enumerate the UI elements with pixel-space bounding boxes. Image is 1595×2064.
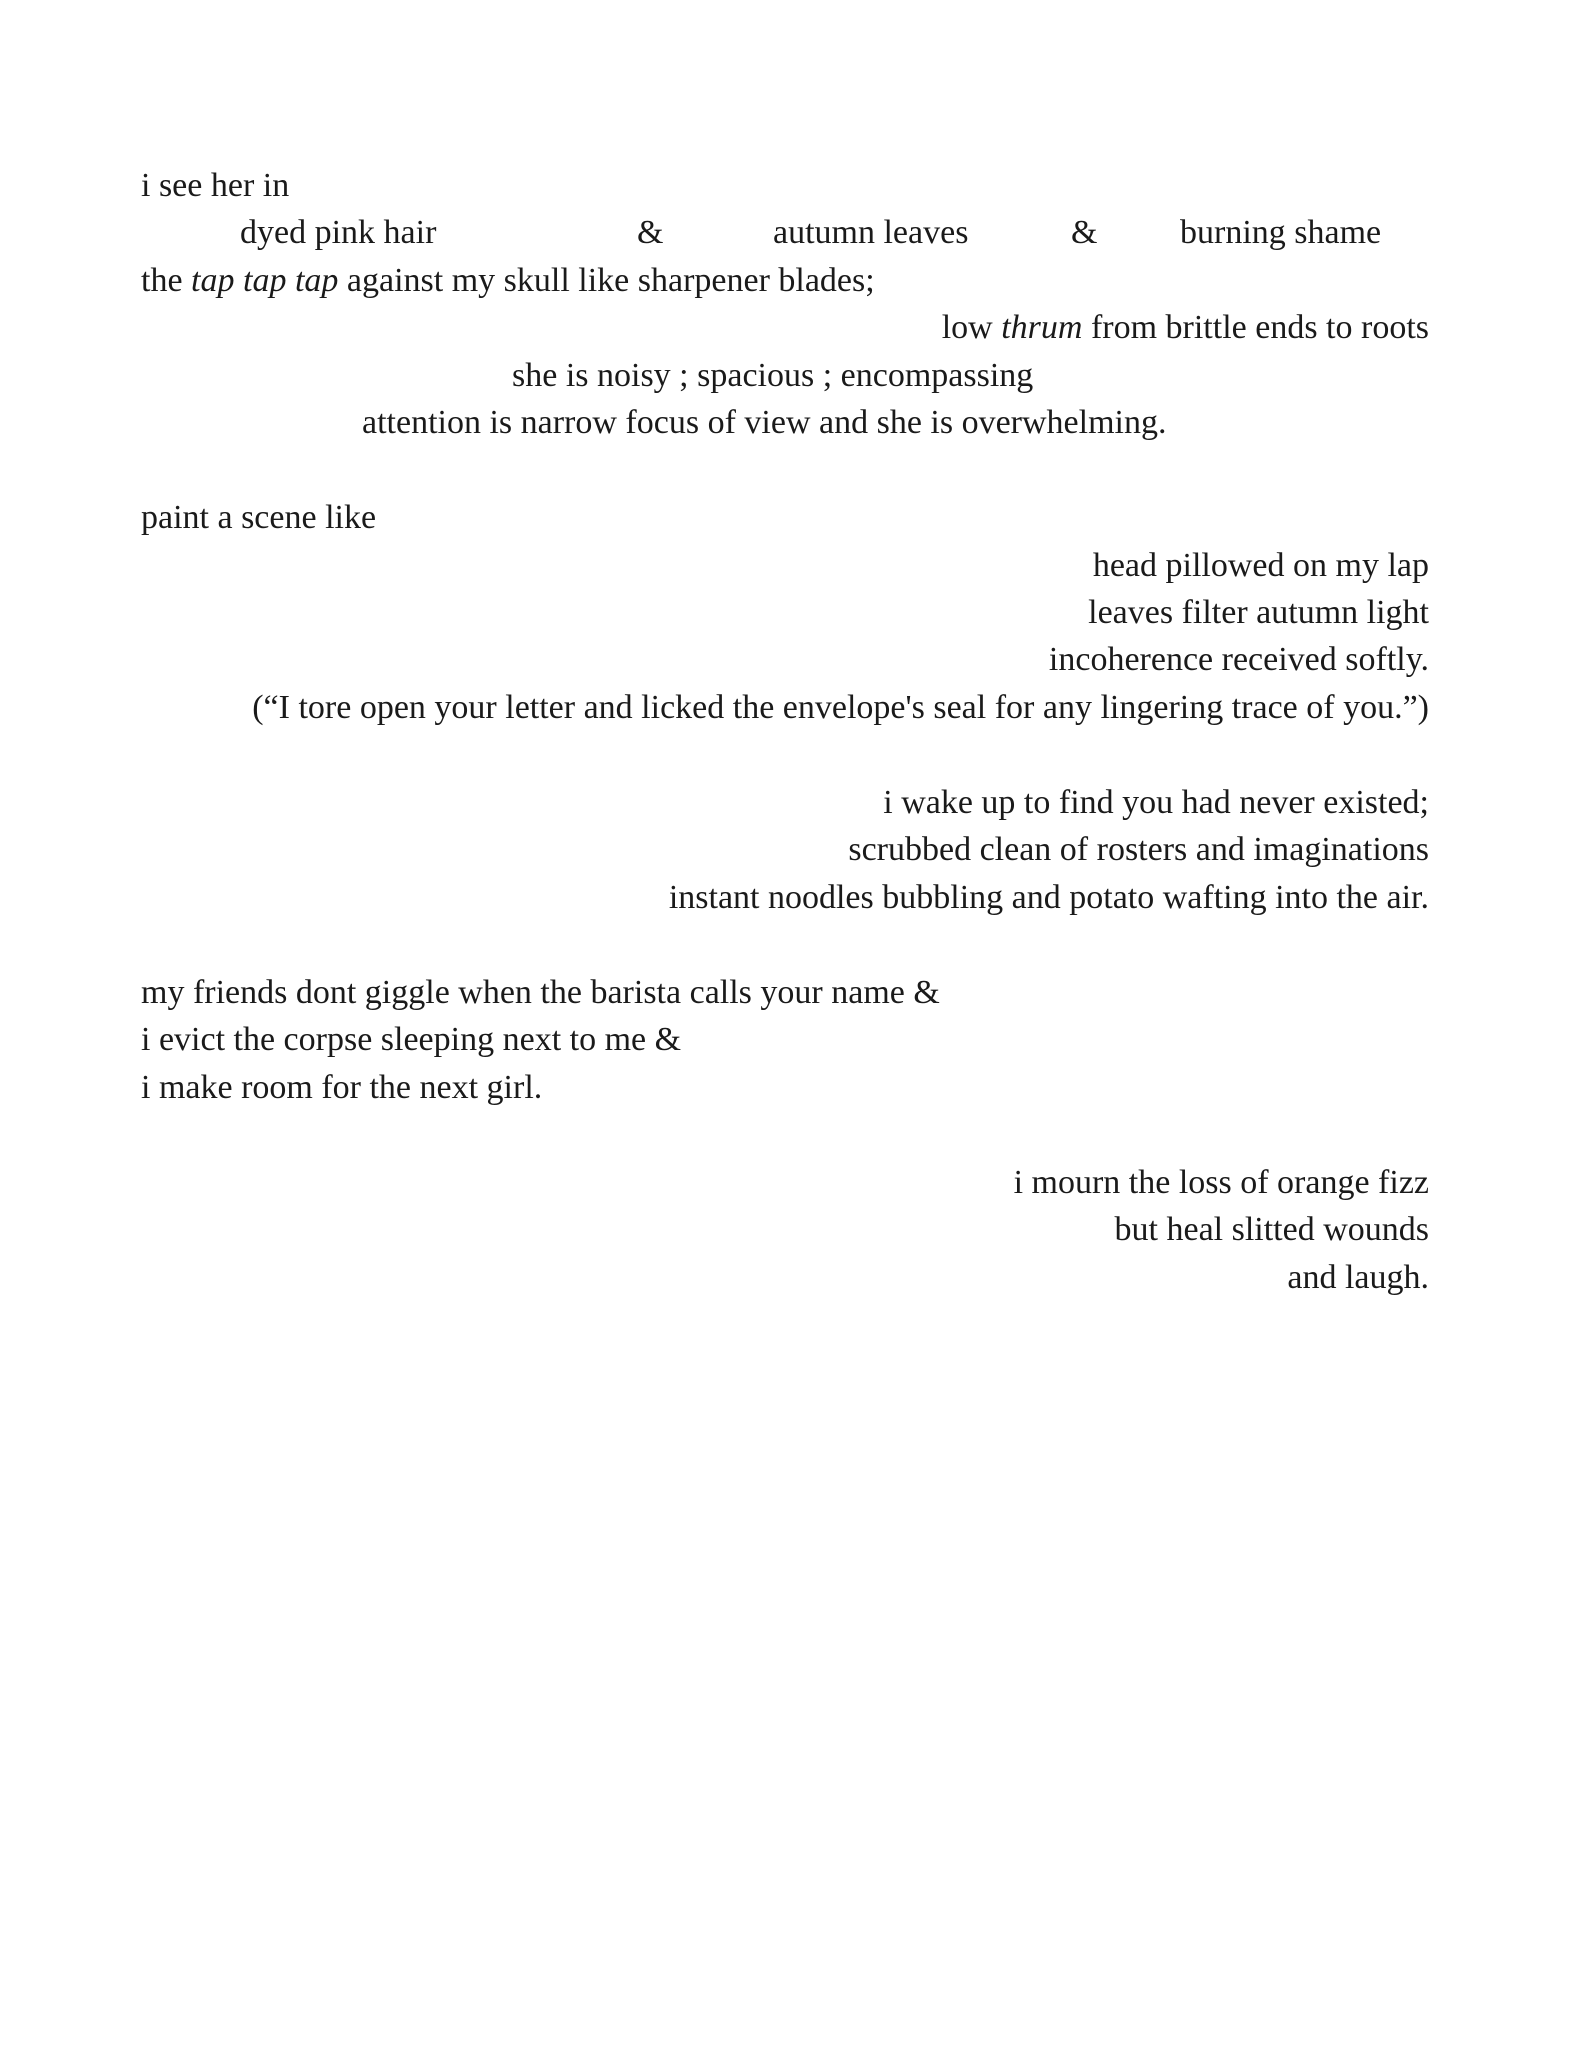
poem-line-fragment: dyed pink hair <box>240 214 437 251</box>
poem-line: head pillowed on my lap <box>1092 547 1429 584</box>
poem-text: from brittle ends to roots <box>1082 309 1429 346</box>
poem-line: i make room for the next girl. <box>141 1069 543 1106</box>
poem-line: paint a scene like <box>141 499 377 536</box>
poem-line: i see her in <box>141 167 290 204</box>
poem-line: my friends dont giggle when the barista calls your name & <box>141 974 940 1011</box>
poem-line: i evict the corpse sleeping next to me & <box>141 1021 682 1058</box>
poem-text: against my skull like sharpener blades; <box>338 262 875 299</box>
poem-line: she is noisy ; spacious ; encompassing <box>512 357 1034 394</box>
poem-line: attention is narrow focus of view and she is overwhelming. <box>362 404 1167 441</box>
poem-ampersand: & <box>1071 214 1098 251</box>
poem-text: the <box>141 262 192 299</box>
poem-line <box>141 261 875 301</box>
poem-line: and laugh. <box>1287 1259 1429 1296</box>
poem-text: low <box>941 309 1002 346</box>
poem-ampersand: & <box>637 214 664 251</box>
poem-line: but heal slitted wounds <box>1114 1211 1429 1248</box>
poem-line: scrubbed clean of rosters and imaginations <box>848 831 1429 868</box>
poem-line-fragment: burning shame <box>1180 214 1382 251</box>
poem-line: leaves filter autumn light <box>1088 594 1429 631</box>
poem-line: (“I tore open your letter and licked the envelope's seal for any lingering trace of you.”) <box>252 689 1429 726</box>
poem-italic-text: tap tap tap <box>191 262 339 299</box>
poem-line: incoherence received softly. <box>1048 641 1429 678</box>
poem-italic-text: thrum <box>1001 309 1083 346</box>
poem-line: instant noodles bubbling and potato wafting into the air. <box>668 879 1429 916</box>
poem-line <box>942 308 1429 348</box>
poem-line: i mourn the loss of orange fizz <box>1013 1164 1429 1201</box>
poem-line-fragment: autumn leaves <box>773 214 969 251</box>
poem-line: i wake up to find you had never existed; <box>883 784 1429 821</box>
